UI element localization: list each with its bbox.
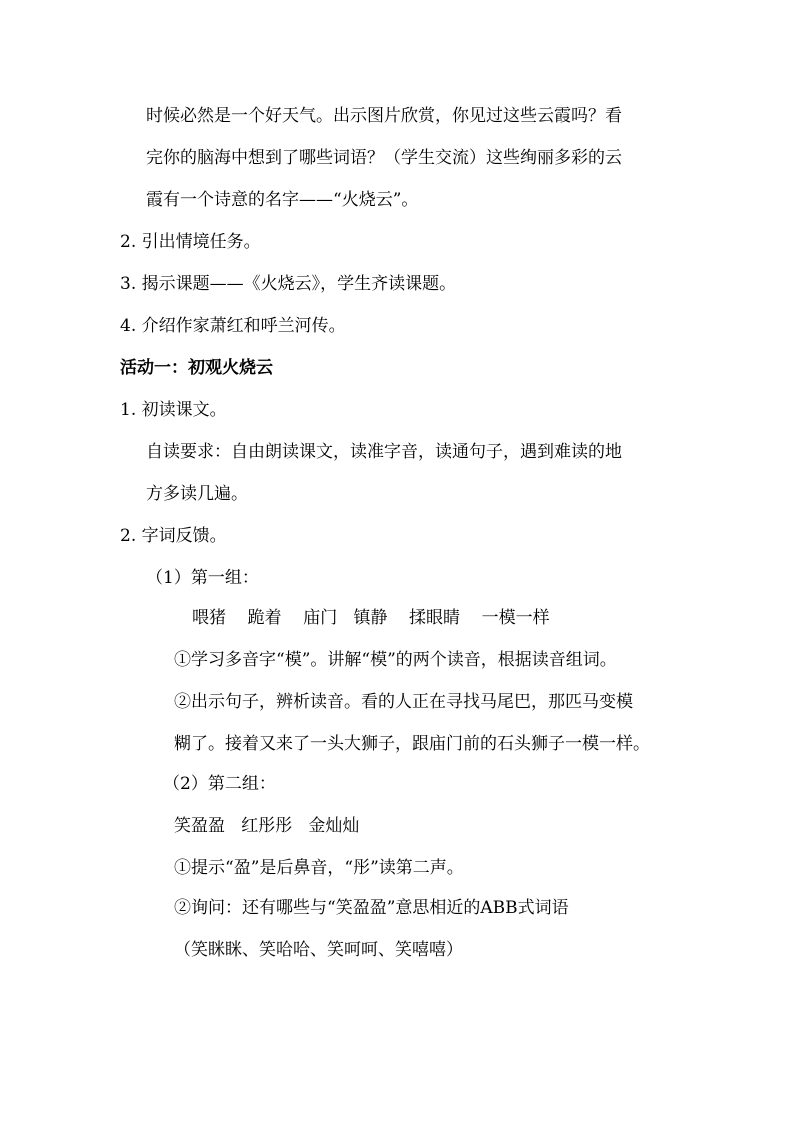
activity-item-1: 1. 初读课文。 bbox=[120, 400, 227, 420]
reading-requirement-line-1: 自读要求：自由朗读课文，读准字音，读通句子，遇到难读的地 bbox=[146, 442, 622, 462]
activity-heading: 活动一：初观火烧云 bbox=[120, 358, 273, 378]
group-2-words: 笑盈盈 红彤彤 金灿灿 bbox=[174, 816, 360, 836]
group-1-label: （1）第一组： bbox=[146, 568, 259, 588]
group-1-note-2-line-1: ②出示句子，辨析读音。看的人正在寻找马尾巴，那匹马变模 bbox=[174, 692, 633, 712]
intro-line-2: 完你的脑海中想到了哪些词语？（学生交流）这些绚丽多彩的云 bbox=[146, 148, 622, 168]
group-2-note-1: ①提示“盈”是后鼻音，“彤”读第二声。 bbox=[174, 858, 464, 878]
group-2-label: （2）第二组： bbox=[163, 774, 276, 794]
group-1-note-1: ①学习多音字“模”。讲解“模”的两个读音，根据读音组词。 bbox=[174, 650, 617, 670]
reading-requirement-line-2: 方多读几遍。 bbox=[146, 484, 248, 504]
group-2-note-2: ②询问：还有哪些与“笑盈盈”意思相近的ABB式词语 bbox=[174, 898, 569, 918]
group-1-note-2-line-2: 糊了。接着又来了一头大狮子，跟庙门前的石头狮子一模一样。 bbox=[174, 734, 650, 754]
group-1-words: 喂猪 跪着 庙门 镇静 揉眼睛 一模一样 bbox=[192, 608, 550, 628]
step-4: 4. 介绍作家萧红和呼兰河传。 bbox=[120, 316, 346, 336]
step-2: 2. 引出情境任务。 bbox=[120, 232, 261, 252]
intro-line-3: 霞有一个诗意的名字——“火烧云”。 bbox=[146, 190, 419, 210]
step-3: 3. 揭示课题——《火烧云》，学生齐读课题。 bbox=[120, 274, 457, 294]
intro-line-1: 时候必然是一个好天气。出示图片欣赏，你见过这些云霞吗？看 bbox=[146, 106, 622, 126]
group-2-answer: （笑眯眯、笑哈哈、笑呵呵、笑嘻嘻） bbox=[174, 940, 463, 960]
activity-item-2: 2. 字词反馈。 bbox=[120, 526, 227, 546]
